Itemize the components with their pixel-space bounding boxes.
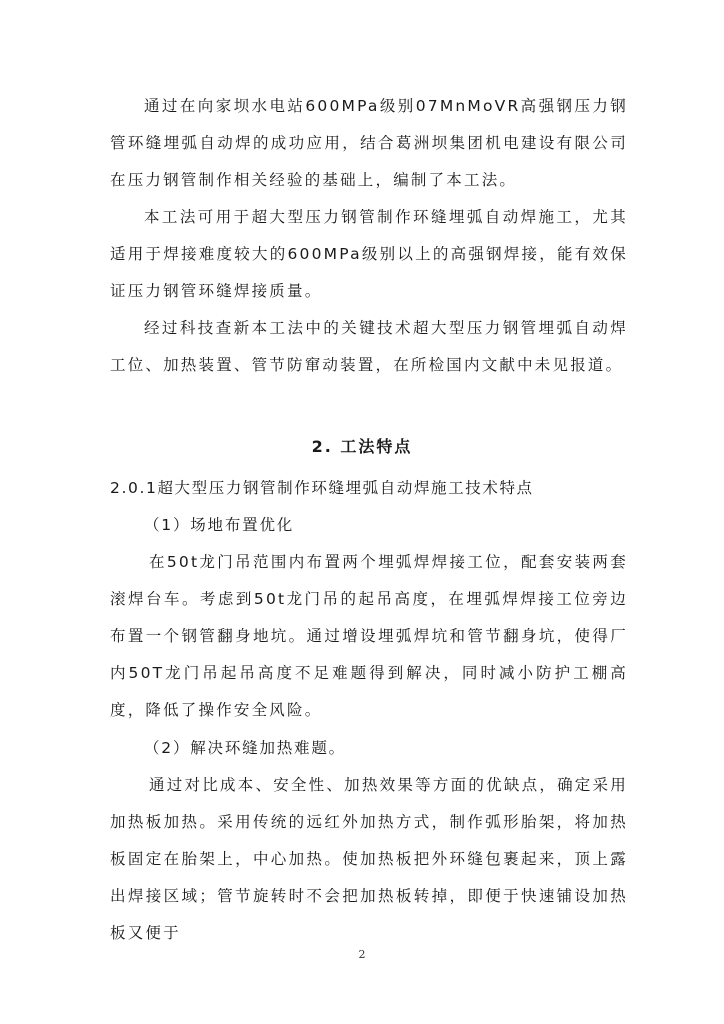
intro-paragraph-scope: 本工法可用于超大型压力钢管制作环缝埋弧自动焊施工，尤其适用于焊接难度较大的600MPa级别以上的高强钢焊接，能有效保证压力钢管环缝焊接质量。 bbox=[110, 208, 628, 300]
item-1-label: （1）场地布置优化 bbox=[144, 516, 295, 534]
item-1-paragraph: 在50t龙门吊范围内布置两个埋弧焊焊接工位，配套安装两套滚焊台车。考虑到50t龙门吊的起吊高度，在埋弧焊焊接工位旁边布置一个钢管翻身地坑。通过增设埋弧焊坑和管节翻身坑，使得厂内50T龙门吊起吊高度不足难题得到解决，同时减小防护工棚高度，降低了操作安全风险。 bbox=[110, 553, 628, 719]
subsection-heading: 2.0.1超大型压力钢管制作环缝埋弧自动焊施工技术特点 bbox=[110, 479, 534, 497]
item-2-paragraph: 通过对比成本、安全性、加热效果等方面的优缺点，确定采用加热板加热。采用传统的远红外加热方式，制作弧形胎架，将加热板固定在胎架上，中心加热。使加热板把外环缝包裹起来，顶上露出焊接区域；管节旋转时不会把加热板转掉，即便于快速铺设加热板又便于 bbox=[110, 776, 628, 942]
intro-paragraph-application: 通过在向家坝水电站600MPa级别07MnMoVR高强钢压力钢管环缝埋弧自动焊的成功应用，结合葛洲坝集团机电建设有限公司在压力钢管制作相关经验的基础上，编制了本工法。 bbox=[110, 97, 628, 189]
item-2-label: （2）解决环缝加热难题。 bbox=[144, 739, 346, 757]
intro-paragraph-novelty: 经过科技查新本工法中的关键技术超大型压力钢管埋弧自动焊工位、加热装置、管节防窜动装置，在所检国内文献中未见报道。 bbox=[110, 319, 628, 374]
page-number: 2 bbox=[358, 948, 366, 961]
section-heading: 2. 工法特点 bbox=[311, 437, 413, 456]
